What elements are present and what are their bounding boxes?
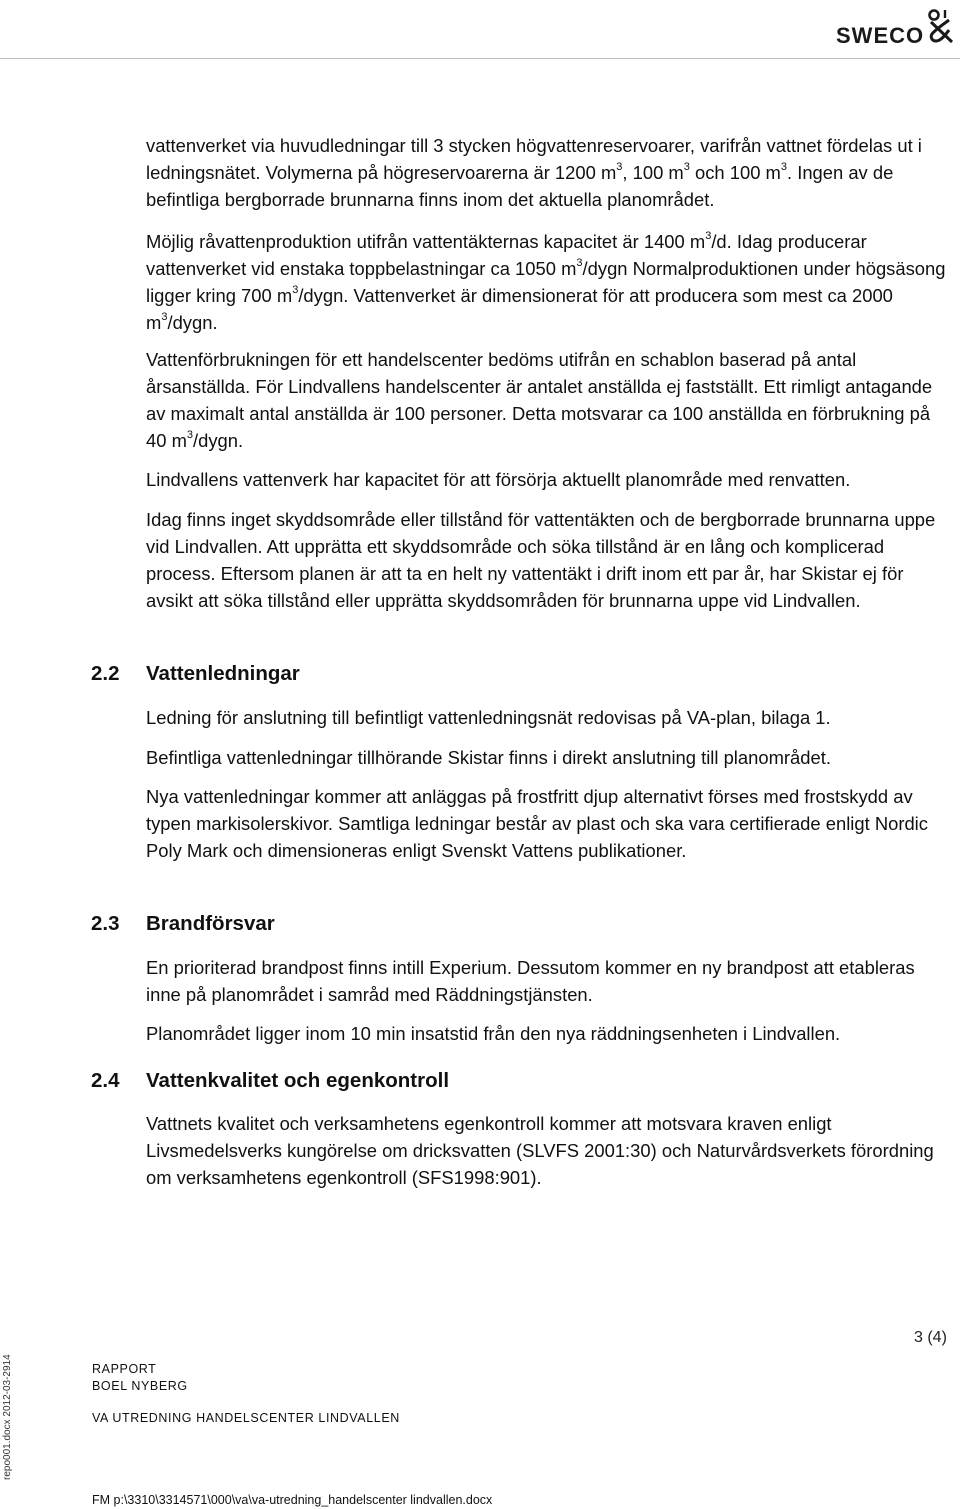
paragraph-production: Möjlig råvattenproduktion utifrån vattentäkternas kapacitet är 1400 $m^3/d$. Idag producerar vattenverket vid enstaka toppbelastningar ca 1050 $m^3$/dygn Normalproduktionen under högsäsong ligger kring 700 $m^3$/dygn. Vattenverket är dimensionerat för att producera som mest ca 2000 $m^3$/dygn. [146,229,946,333]
paragraph-consumption: Vattenförbrukningen för ett handelscenter bedöms utifrån en schablon baserad på antal årsanställda. För Lindvallens handelscenter är antalet anställda ej fastställt. Ett rimligt antagande av maximalt antal anställda är 100 personer. Detta motsvarar ca 100 anställda en förbrukning på 40 $m^3$/dygn. [146,349,933,451]
paragraph-protection-area: Idag finns inget skyddsområde eller tillstånd för vattentäkten och de bergborrade brunnarna uppe vid Lindvallen. Att upprätta ett skyddsområde och söka tillstånd är en lång och komplicerad process. Eftersom planen är att ta en helt ny vattentäkt i drift inom ett par år, har Skistar ej för avsikt att söka tillstånd eller upprätta skyddsområden för brunnarna uppe vid Lindvallen. [146,509,936,611]
section-heading-2-3: 2.3 Brandförsvar [91,912,275,935]
side-document-reference: repo001.docx 2012-03-2914 [2,1354,13,1480]
footer-project-title: VA UTREDNING HANDELSCENTER LINDVALLEN [92,1411,400,1425]
paragraph-reservoirs: vattenverket via huvudledningar till 3 stycken högvattenreservoarer, varifrån vattnet fördelas ut i ledningsnätet. Volymerna på högreservoarerna är 1200 $m^3$, 100 $m^3$ och 100 $m^3$. Ingen av de befintliga bergborrade brunnarna finns inom det aktuella planområdet. [146,135,922,210]
paragraph-2-2-connection: Ledning för anslutning till befintligt vattenledningsnät redovisas på VA-plan, bilaga 1. [146,707,831,728]
sweco-mark-icon [925,8,955,44]
paragraph-2-3-response-time: Planområdet ligger inom 10 min insatstid från den nya räddningsenheten i Lindvallen. [146,1023,841,1044]
header-divider [0,58,960,59]
sweco-logo [830,6,956,46]
footer-file-path: FM p:\3310\3314571\000\va\va-utredning_handelscenter lindvallen.docx [92,1493,493,1507]
footer-doc-type: RAPPORT [92,1362,157,1376]
paragraph-2-2-new-lines: Nya vattenledningar kommer att anläggas på frostfritt djup alternativt förses med frostskydd av typen markisolerskivor. Samtliga ledningar består av plast och ska vara certifierade enligt Nordic Poly Mark och dimensioneras enligt Svenskt Vattens publikationer. [146,786,928,861]
paragraph-capacity: Lindvallens vattenverk har kapacitet för att försörja aktuellt planområde med renvatten. [146,469,851,490]
paragraph-2-4-quality: Vattnets kvalitet och verksamhetens egenkontroll kommer att motsvara kraven enligt Livsmedelsverks kungörelse om dricksvatten (SLVFS 2001:30) och Naturvårdsverkets förordning om verksamhetens egenkontroll (SFS1998:901). [146,1113,934,1188]
logo-text: SWECO [836,23,925,48]
paragraph-2-2-existing: Befintliga vattenledningar tillhörande Skistar finns i direkt anslutning till planområdet. [146,747,831,768]
section-heading-2-2: 2.2 Vattenledningar [91,662,300,685]
paragraph-2-3-hydrant: En prioriterad brandpost finns intill Experium. Dessutom kommer en ny brandpost att etableras inne på planområdet i samråd med Räddningstjänsten. [146,957,915,1005]
page-number: 3 (4) [914,1329,947,1346]
section-heading-2-4: 2.4 Vattenkvalitet och egenkontroll [91,1069,450,1092]
footer-author: BOEL NYBERG [92,1379,188,1393]
